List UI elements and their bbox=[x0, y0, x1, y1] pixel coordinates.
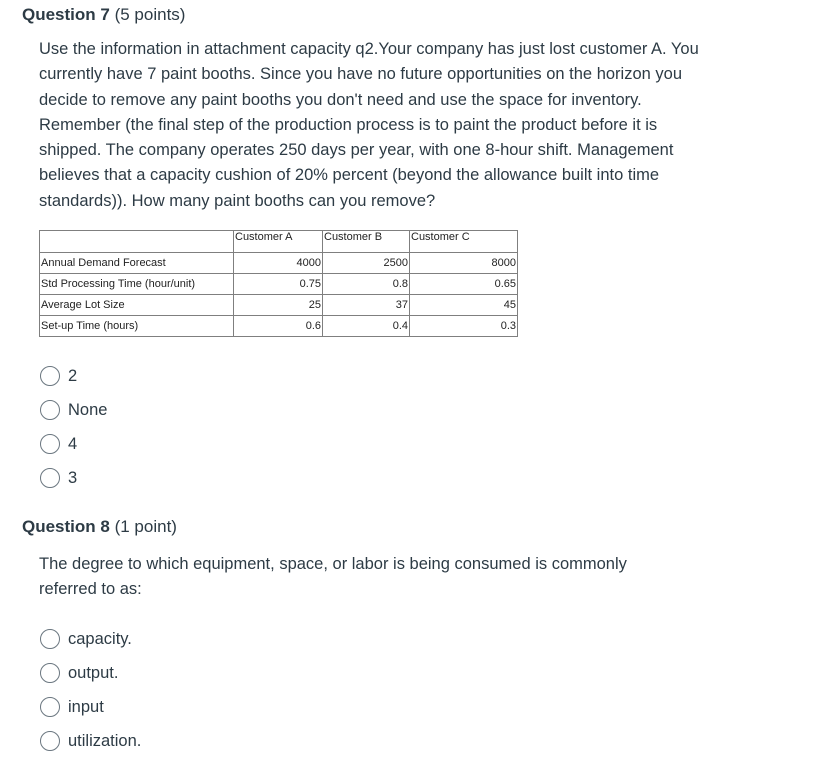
table-header-customer-a: Customer A bbox=[234, 231, 323, 253]
cell-customer-a: 4000 bbox=[234, 253, 323, 274]
question-7-option[interactable] bbox=[40, 393, 107, 427]
cell-customer-c: 45 bbox=[410, 295, 518, 316]
question-8-option[interactable] bbox=[40, 690, 141, 724]
question-8-option[interactable] bbox=[40, 724, 141, 758]
cell-customer-a: 0.75 bbox=[234, 274, 323, 295]
cell-customer-a: 0.6 bbox=[234, 316, 323, 337]
question-8-options bbox=[40, 622, 141, 758]
table-header-row bbox=[40, 231, 518, 253]
cell-customer-a: 25 bbox=[234, 295, 323, 316]
question-7-header bbox=[22, 4, 185, 26]
question-7-option[interactable] bbox=[40, 461, 107, 495]
question-8-title: Question 8 bbox=[22, 517, 110, 536]
question-7-points: (5 points) bbox=[114, 5, 186, 24]
cell-customer-c: 0.65 bbox=[410, 274, 518, 295]
question-7-title: Question 7 bbox=[22, 5, 110, 24]
option-label[interactable]: capacity. bbox=[68, 629, 132, 648]
table-header-customer-c: Customer C bbox=[410, 231, 518, 253]
cell-customer-c: 0.3 bbox=[410, 316, 518, 337]
radio-button[interactable] bbox=[40, 697, 60, 717]
radio-button[interactable] bbox=[40, 663, 60, 683]
table-row bbox=[40, 274, 518, 295]
table-header-empty bbox=[40, 231, 234, 253]
radio-button[interactable] bbox=[40, 434, 60, 454]
cell-customer-b: 37 bbox=[323, 295, 410, 316]
option-label[interactable]: utilization. bbox=[68, 731, 142, 750]
radio-button[interactable] bbox=[40, 629, 60, 649]
option-label[interactable]: 3 bbox=[68, 468, 78, 487]
question-8-header bbox=[22, 516, 177, 538]
radio-button[interactable] bbox=[40, 468, 60, 488]
question-8-option[interactable] bbox=[40, 622, 141, 656]
radio-button[interactable] bbox=[40, 731, 60, 751]
table-header-customer-b: Customer B bbox=[323, 231, 410, 253]
cell-customer-b: 0.4 bbox=[323, 316, 410, 337]
row-label: Std Processing Time (hour/unit) bbox=[40, 274, 234, 295]
question-8-text: The degree to which equipment, space, or labor is being consumed is commonly referred to as: bbox=[39, 555, 627, 599]
capacity-data-table bbox=[39, 230, 518, 337]
question-8-option[interactable] bbox=[40, 656, 141, 690]
question-7-option[interactable] bbox=[40, 359, 107, 393]
radio-button[interactable] bbox=[40, 366, 60, 386]
question-7-options bbox=[40, 359, 107, 495]
question-8-points: (1 point) bbox=[114, 517, 177, 536]
option-label[interactable]: 2 bbox=[68, 366, 78, 385]
row-label: Annual Demand Forecast bbox=[40, 253, 234, 274]
question-7-text: Use the information in attachment capacity q2.Your company has just lost customer A. You currently have 7 paint booths. Since you have no future opportunities on the horizon you decide to remove any paint booths you don't need and use the space for inventory. Remember (the final step of the production process is to paint the product before it is shipped. The company operates 250 days per year, with one 8-hour shift. Management believes that a capacity cushion of 20% percent (beyond the allowance built into time standards)). How many paint booths can you remove? bbox=[39, 40, 699, 210]
option-label[interactable]: output. bbox=[68, 663, 119, 682]
cell-customer-b: 2500 bbox=[323, 253, 410, 274]
row-label: Set-up Time (hours) bbox=[40, 316, 234, 337]
row-label: Average Lot Size bbox=[40, 295, 234, 316]
radio-button[interactable] bbox=[40, 400, 60, 420]
question-7-option[interactable] bbox=[40, 427, 107, 461]
option-label[interactable]: None bbox=[68, 400, 108, 419]
table-row bbox=[40, 316, 518, 337]
table-row bbox=[40, 253, 518, 274]
cell-customer-c: 8000 bbox=[410, 253, 518, 274]
cell-customer-b: 0.8 bbox=[323, 274, 410, 295]
option-label[interactable]: input bbox=[68, 697, 104, 716]
table-row bbox=[40, 295, 518, 316]
option-label[interactable]: 4 bbox=[68, 434, 78, 453]
